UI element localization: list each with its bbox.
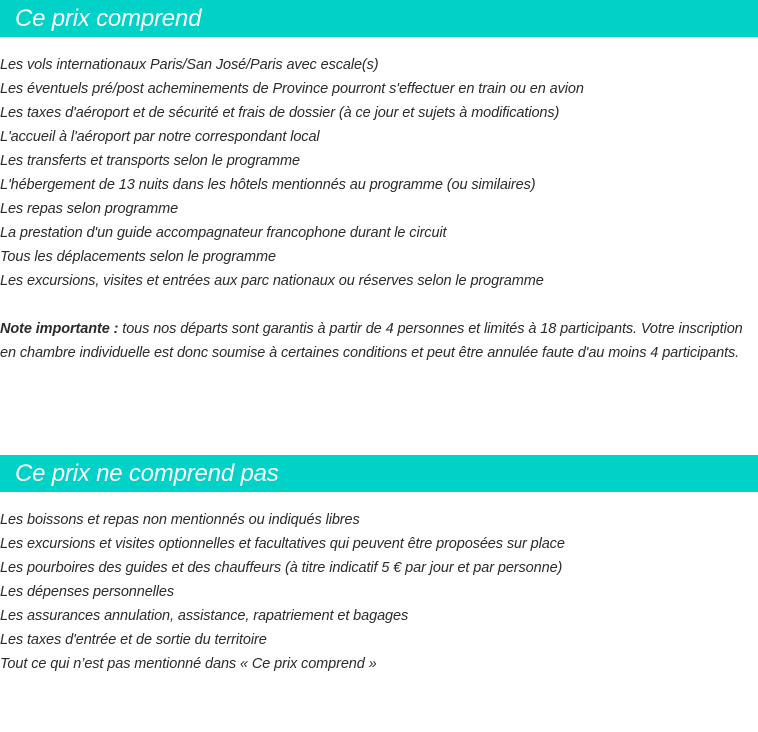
section-header-included xyxy=(0,0,758,37)
section-title-included: Ce prix comprend xyxy=(15,4,202,32)
section-title-excluded: Ce prix ne comprend pas xyxy=(15,459,279,487)
list-item: Les éventuels pré/post acheminements de Province pourront s'effectuer en train ou en avion xyxy=(0,81,584,97)
list-item: Tout ce qui n’est pas mentionné dans « Ce prix comprend » xyxy=(0,656,377,672)
note-label: Note importante : xyxy=(0,321,119,337)
list-item: La prestation d'un guide accompagnateur francophone durant le circuit xyxy=(0,225,447,241)
list-item: Les boissons et repas non mentionnés ou indiqués libres xyxy=(0,512,360,528)
section-header-excluded xyxy=(0,455,758,492)
list-item: Les transferts et transports selon le programme xyxy=(0,153,300,169)
list-item: L'hébergement de 13 nuits dans les hôtels mentionnés au programme (ou similaires) xyxy=(0,177,536,193)
list-item: Les pourboires des guides et des chauffeurs (à titre indicatif 5 € par jour et par personne) xyxy=(0,560,563,576)
excluded-list xyxy=(0,508,758,676)
list-item: Les taxes d'aéroport et de sécurité et frais de dossier (à ce jour et sujets à modifications) xyxy=(0,105,560,121)
list-item: Les excursions, visites et entrées aux parc nationaux ou réserves selon le programme xyxy=(0,273,544,289)
note-text: tous nos départs sont garantis à partir de 4 personnes et limités à 18 participants. Votre inscription en chambre individuelle est donc soumise à certaines conditions et peut être annulée faute d'au moins 4 participants. xyxy=(0,321,743,361)
list-item: Les dépenses personnelles xyxy=(0,584,175,600)
list-item: L'accueil à l'aéroport par notre correspondant local xyxy=(0,129,320,145)
included-list xyxy=(0,53,758,293)
list-item: Les excursions et visites optionnelles et facultatives qui peuvent être proposées sur place xyxy=(0,536,565,552)
list-item: Tous les déplacements selon le programme xyxy=(0,249,276,265)
list-item: Les repas selon programme xyxy=(0,201,179,217)
list-item: Les assurances annulation, assistance, rapatriement et bagages xyxy=(0,608,409,624)
list-item: Les taxes d'entrée et de sortie du territoire xyxy=(0,632,267,648)
list-item: Les vols internationaux Paris/San José/Paris avec escale(s) xyxy=(0,57,379,73)
important-note xyxy=(0,317,750,365)
